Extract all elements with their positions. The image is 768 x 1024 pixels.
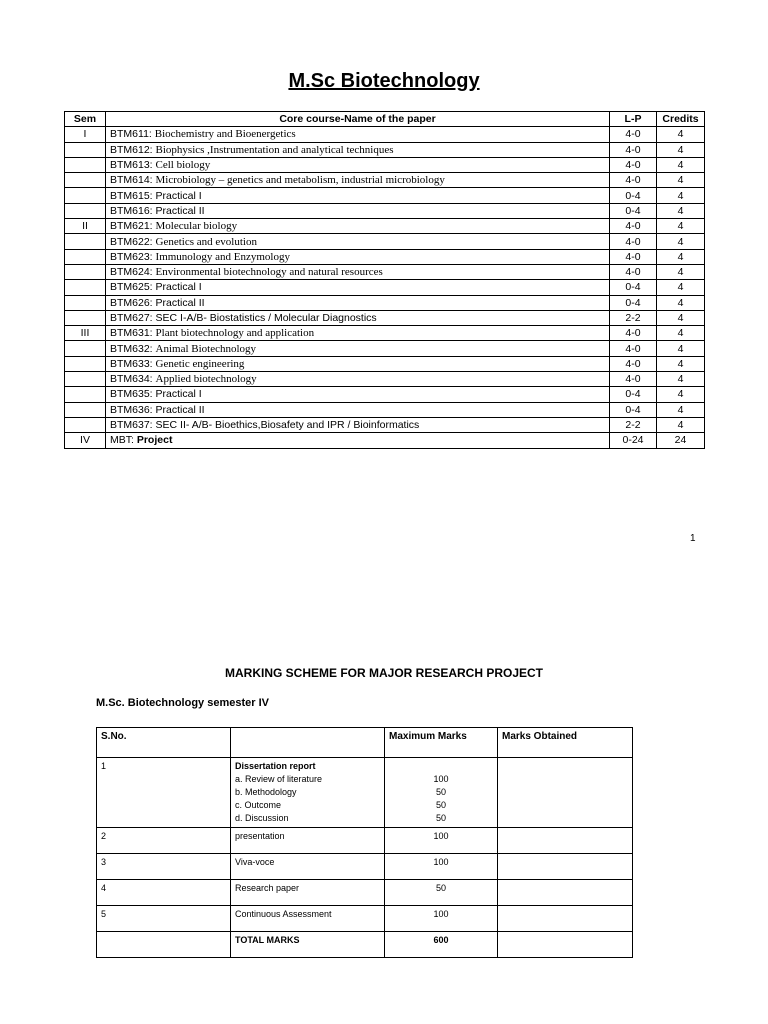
- cell-paper: [106, 310, 610, 325]
- header-paper: Core course-Name of the paper: [106, 112, 610, 127]
- cell-paper: [106, 188, 610, 203]
- cell-item: [231, 854, 385, 880]
- cell-item: [231, 932, 385, 958]
- cell-lp: 4-0: [610, 173, 657, 188]
- cell-sem: [65, 249, 106, 264]
- course-code: BTM631:: [110, 327, 153, 340]
- course-row: [65, 264, 705, 279]
- cell-credits: 4: [657, 402, 705, 417]
- cell-lp: 2-2: [610, 417, 657, 432]
- cell-sem: [65, 356, 106, 371]
- cell-credits: 4: [657, 142, 705, 157]
- cell-sno: [97, 932, 231, 958]
- course-table: [64, 111, 705, 449]
- course-code: BTM635:: [110, 388, 153, 401]
- course-name: Plant biotechnology and application: [155, 327, 315, 340]
- cell-sem: II: [65, 219, 106, 234]
- cell-credits: 4: [657, 264, 705, 279]
- cell-paper: [106, 372, 610, 387]
- cell-credits: 4: [657, 127, 705, 142]
- cell-lp: 4-0: [610, 264, 657, 279]
- cell-paper: [106, 173, 610, 188]
- marks-row: [97, 932, 633, 958]
- course-name: Genetics and evolution: [155, 235, 257, 248]
- course-row: [65, 326, 705, 341]
- cell-lp: 0-4: [610, 280, 657, 295]
- marks-row: [97, 758, 633, 828]
- page-number: 1: [690, 533, 696, 544]
- cell-sem: [65, 280, 106, 295]
- cell-lp: 0-4: [610, 295, 657, 310]
- course-row: [65, 280, 705, 295]
- course-name: SEC I-A/B- Biostatistics / Molecular Diagnostics: [155, 312, 377, 324]
- cell-lp: 4-0: [610, 142, 657, 157]
- cell-sem: I: [65, 127, 106, 142]
- marks-table: [96, 727, 633, 958]
- course-name: Cell biology: [155, 159, 211, 172]
- cell-marks-obtained: [498, 758, 633, 828]
- max-marks-value: 100: [433, 831, 449, 841]
- cell-lp: 4-0: [610, 372, 657, 387]
- sub-item: c. Outcome: [235, 800, 282, 810]
- marks-row: [97, 880, 633, 906]
- cell-paper: [106, 280, 610, 295]
- cell-paper: [106, 157, 610, 172]
- course-row: [65, 188, 705, 203]
- cell-max-marks: [385, 758, 498, 828]
- cell-sem: [65, 157, 106, 172]
- cell-sem: [65, 203, 106, 218]
- course-row: [65, 341, 705, 356]
- cell-sem: [65, 372, 106, 387]
- cell-marks-obtained: [498, 828, 633, 854]
- cell-paper: [106, 249, 610, 264]
- course-code: BTM633:: [110, 357, 153, 370]
- cell-sem: [65, 234, 106, 249]
- cell-paper: [106, 264, 610, 279]
- course-row: [65, 157, 705, 172]
- cell-sem: [65, 387, 106, 402]
- header-sno: S.No.: [97, 728, 231, 758]
- cell-sem: [65, 310, 106, 325]
- item-label: Continuous Assessment: [235, 909, 332, 919]
- cell-credits: 4: [657, 341, 705, 356]
- cell-credits: 4: [657, 234, 705, 249]
- course-row: [65, 203, 705, 218]
- cell-credits: 4: [657, 157, 705, 172]
- cell-sem: III: [65, 326, 106, 341]
- course-code: BTM634:: [110, 373, 153, 386]
- course-row: [65, 234, 705, 249]
- course-name: Microbiology – genetics and metabolism, industrial microbiology: [155, 174, 445, 187]
- cell-paper: [106, 326, 610, 341]
- course-row: [65, 356, 705, 371]
- course-name: Immunology and Enzymology: [155, 250, 290, 263]
- cell-paper: [106, 417, 610, 432]
- cell-paper: [106, 387, 610, 402]
- header-item: [231, 728, 385, 758]
- header-lp: L-P: [610, 112, 657, 127]
- cell-paper: [106, 295, 610, 310]
- course-row: [65, 402, 705, 417]
- cell-item: [231, 880, 385, 906]
- course-name: Practical I: [155, 281, 202, 294]
- course-row: [65, 219, 705, 234]
- cell-credits: 4: [657, 295, 705, 310]
- sub-item-marks: 50: [435, 787, 446, 797]
- header-credits: Credits: [657, 112, 705, 127]
- cell-marks-obtained: [498, 906, 633, 932]
- cell-paper: [106, 142, 610, 157]
- cell-lp: 0-24: [610, 433, 657, 448]
- item-title: Dissertation report: [235, 761, 316, 771]
- sub-item: a. Review of literature: [235, 774, 323, 784]
- course-row: [65, 142, 705, 157]
- course-name: Practical II: [155, 204, 205, 217]
- cell-sno: 4: [97, 880, 231, 906]
- course-row: [65, 127, 705, 142]
- cell-credits: 4: [657, 203, 705, 218]
- course-name: Biochemistry and Bioenergetics: [154, 128, 296, 141]
- max-marks-value: 50: [435, 883, 446, 893]
- course-name: Environmental biotechnology and natural resources: [155, 266, 383, 279]
- course-code: BTM611:: [110, 128, 152, 141]
- cell-sem: [65, 295, 106, 310]
- course-row: [65, 417, 705, 432]
- cell-credits: 4: [657, 173, 705, 188]
- item-label: Viva-voce: [235, 857, 275, 867]
- marking-scheme-subheading: M.Sc. Biotechnology semester IV: [96, 697, 269, 709]
- cell-paper: [106, 356, 610, 371]
- header-max-marks: Maximum Marks: [385, 728, 498, 758]
- cell-sem: [65, 402, 106, 417]
- cell-lp: 4-0: [610, 356, 657, 371]
- cell-sem: IV: [65, 433, 106, 448]
- course-code: BTM622:: [110, 235, 153, 248]
- cell-credits: 24: [657, 433, 705, 448]
- cell-item: [231, 906, 385, 932]
- max-marks-value: 100: [433, 909, 449, 919]
- course-code: BTM636:: [110, 403, 153, 416]
- cell-credits: 4: [657, 249, 705, 264]
- course-name: Practical II: [155, 403, 205, 416]
- course-code: BTM612:: [110, 143, 153, 156]
- course-code: BTM616:: [110, 204, 153, 217]
- course-name: Animal Biotechnology: [155, 342, 257, 355]
- cell-marks-obtained: [498, 854, 633, 880]
- cell-credits: 4: [657, 417, 705, 432]
- cell-credits: 4: [657, 387, 705, 402]
- item-label: TOTAL MARKS: [235, 935, 300, 945]
- cell-max-marks: [385, 880, 498, 906]
- cell-max-marks: [385, 932, 498, 958]
- cell-paper: [106, 127, 610, 142]
- cell-lp: 4-0: [610, 127, 657, 142]
- cell-sem: [65, 173, 106, 188]
- cell-max-marks: [385, 906, 498, 932]
- marks-row: [97, 854, 633, 880]
- course-row: [65, 433, 705, 448]
- marks-row: [97, 906, 633, 932]
- cell-lp: 4-0: [610, 249, 657, 264]
- item-label: presentation: [235, 831, 285, 841]
- cell-paper: [106, 402, 610, 417]
- marks-table-header: [97, 728, 633, 758]
- cell-lp: 4-0: [610, 341, 657, 356]
- cell-sem: [65, 417, 106, 432]
- course-code: BTM621:: [110, 220, 153, 233]
- sub-item: b. Methodology: [235, 787, 297, 797]
- course-name: Practical II: [155, 296, 205, 309]
- cell-sem: [65, 188, 106, 203]
- cell-sno: 3: [97, 854, 231, 880]
- course-name: Genetic engineering: [155, 357, 245, 370]
- cell-max-marks: [385, 854, 498, 880]
- course-row: [65, 295, 705, 310]
- course-name: Biophysics ,Instrumentation and analytical techniques: [155, 143, 394, 156]
- cell-lp: 2-2: [610, 310, 657, 325]
- course-name: Project: [136, 434, 173, 447]
- cell-max-marks: [385, 828, 498, 854]
- course-name: Practical I: [155, 388, 202, 401]
- cell-lp: 0-4: [610, 203, 657, 218]
- course-code: BTM627:: [110, 312, 153, 324]
- course-row: [65, 173, 705, 188]
- cell-sno: 5: [97, 906, 231, 932]
- cell-item: [231, 828, 385, 854]
- sub-item-marks: 50: [435, 800, 446, 810]
- marking-scheme-heading: MARKING SCHEME FOR MAJOR RESEARCH PROJECT: [224, 666, 544, 680]
- cell-sem: [65, 341, 106, 356]
- sub-item: d. Discussion: [235, 813, 289, 823]
- cell-credits: 4: [657, 326, 705, 341]
- cell-paper: [106, 203, 610, 218]
- cell-sem: [65, 264, 106, 279]
- max-marks-value: 600: [433, 935, 449, 945]
- cell-lp: 0-4: [610, 188, 657, 203]
- page-title: M.Sc Biotechnology: [288, 70, 480, 92]
- course-code: BTM623:: [110, 250, 153, 263]
- cell-lp: 4-0: [610, 219, 657, 234]
- cell-credits: 4: [657, 280, 705, 295]
- cell-marks-obtained: [498, 880, 633, 906]
- course-code: BTM614:: [110, 174, 153, 187]
- cell-item: [231, 758, 385, 828]
- max-marks-value: 100: [433, 857, 449, 867]
- course-row: [65, 387, 705, 402]
- cell-credits: 4: [657, 219, 705, 234]
- cell-sem: [65, 142, 106, 157]
- cell-sno: 2: [97, 828, 231, 854]
- course-code: BTM632:: [110, 342, 153, 355]
- header-marks-obtained: Marks Obtained: [498, 728, 633, 758]
- cell-lp: 0-4: [610, 387, 657, 402]
- course-table-header: [65, 112, 705, 127]
- cell-paper: [106, 341, 610, 356]
- course-name: Molecular biology: [155, 220, 238, 233]
- cell-lp: 0-4: [610, 402, 657, 417]
- course-name: SEC II- A/B- Bioethics,Biosafety and IPR / Bioinformatics: [155, 419, 420, 432]
- course-code: MBT:: [110, 434, 134, 447]
- course-code: BTM615:: [110, 189, 153, 202]
- cell-credits: 4: [657, 310, 705, 325]
- cell-lp: 4-0: [610, 234, 657, 249]
- cell-credits: 4: [657, 356, 705, 371]
- marks-row: [97, 828, 633, 854]
- sub-item-marks: 100: [433, 774, 449, 784]
- course-row: [65, 310, 705, 325]
- course-code: BTM637:: [110, 419, 153, 432]
- marks-spacer: [389, 760, 493, 773]
- cell-paper: [106, 219, 610, 234]
- header-sem: Sem: [65, 112, 106, 127]
- course-code: BTM624:: [110, 266, 153, 279]
- course-name: Applied biotechnology: [155, 373, 257, 386]
- course-code: BTM625:: [110, 281, 153, 294]
- course-code: BTM626:: [110, 296, 153, 309]
- course-row: [65, 249, 705, 264]
- cell-paper: [106, 234, 610, 249]
- sub-item-marks: 50: [435, 813, 446, 823]
- cell-sno: 1: [97, 758, 231, 828]
- course-name: Practical I: [155, 189, 202, 202]
- cell-paper: [106, 433, 610, 448]
- cell-credits: 4: [657, 188, 705, 203]
- cell-credits: 4: [657, 372, 705, 387]
- course-code: BTM613:: [110, 159, 153, 172]
- cell-lp: 4-0: [610, 157, 657, 172]
- course-row: [65, 372, 705, 387]
- item-label: Research paper: [235, 883, 300, 893]
- cell-marks-obtained: [498, 932, 633, 958]
- cell-lp: 4-0: [610, 326, 657, 341]
